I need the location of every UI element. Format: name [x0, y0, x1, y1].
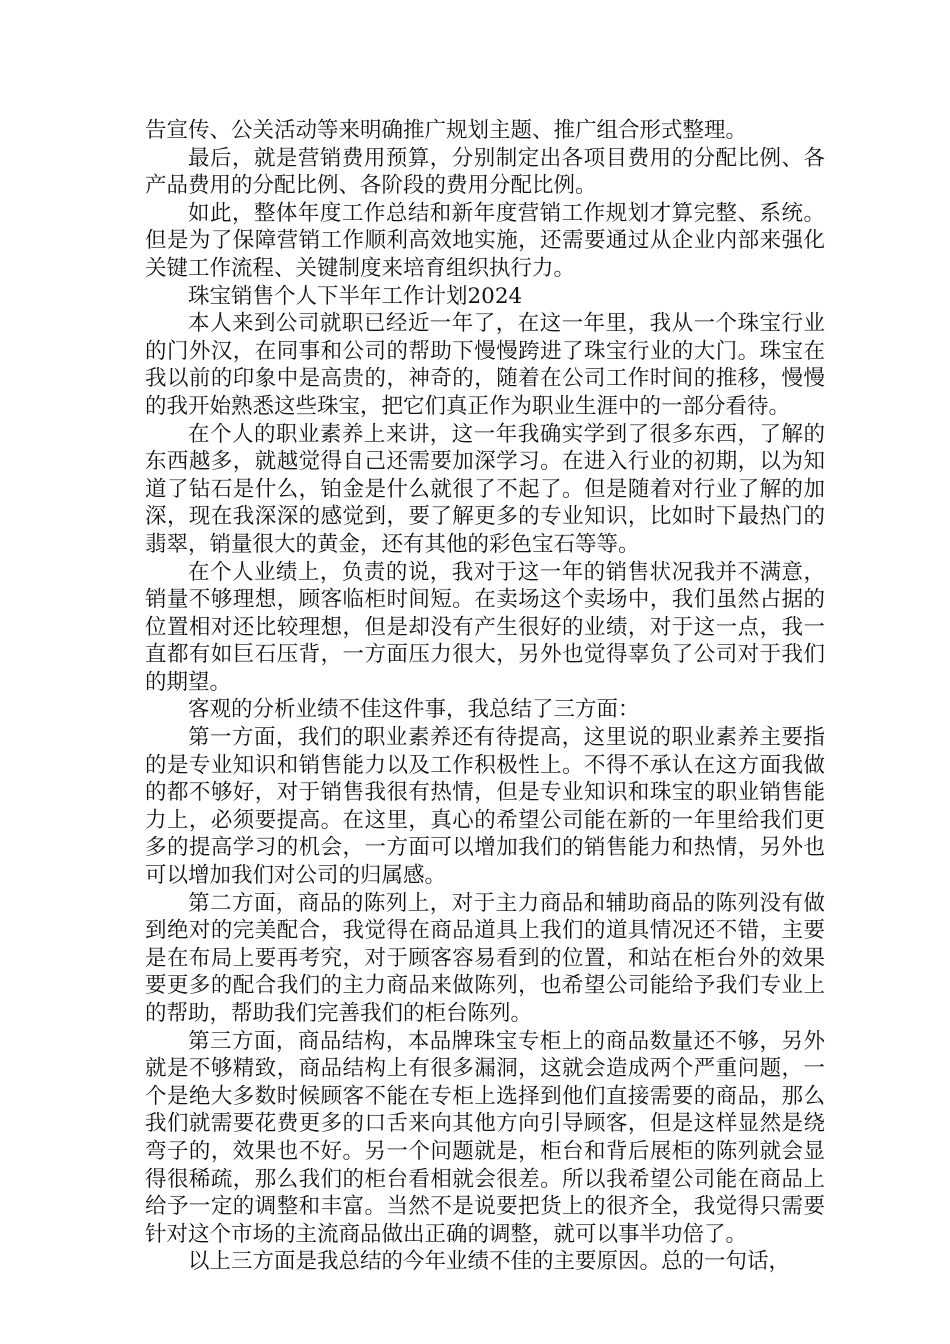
paragraph: 在个人的职业素养上来讲，这一年我确实学到了很多东西，了解的东西越多，就越觉得自己还需要加深学习。在进入行业的初期，以为知道了钻石是什么，铂金是什么就很了不起了。但是随着对行业了解的加深，现在我深深的感觉到，要了解更多的专业知识，比如时下最热门的翡翠，销量很大的黄金，还有其他的彩色宝石等等。: [145, 421, 825, 557]
paragraph: 第三方面，商品结构，本品牌珠宝专柜上的商品数量还不够，另外就是不够精致，商品结构上有很多漏洞，这就会造成两个严重问题，一个是绝大多数时候顾客不能在专柜上选择到他们直接需要的商品，那么我们就需要花费更多的口舌来向其他方向引导顾客，但是这样显然是绕弯子的，效果也不好。另一个问题就是，柜台和背后展柜的陈列就会显得很稀疏，那么我们的柜台看相就会很差。所以我希望公司能在商品上给予一定的调整和丰富。当然不是说要把货上的很齐全，我觉得只需要针对这个市场的主流商品做出正确的调整，就可以事半功倍了。: [145, 1028, 825, 1247]
paragraph: 以上三方面是我总结的今年业绩不佳的主要原因。总的一句话，: [188, 1249, 791, 1275]
paragraph: 第二方面，商品的陈列上，对于主力商品和辅助商品的陈列没有做到绝对的完美配合，我觉得在商品道具上我们的道具情况还不错，主要是在布局上要再考究，对于顾客容易看到的位置，和站在柜台外的效果要更多的配合我们的主力商品来做陈列，也希望公司能给予我们专业上的帮助，帮助我们完善我们的柜台陈列。: [145, 890, 825, 1026]
paragraph: 第一方面，我们的职业素养还有待提高，这里说的职业素养主要指的是专业知识和销售能力以及工作积极性上。不得不承认在这方面我做的都不够好，对于销售我很有热情，但是专业知识和珠宝的职业销售能力上，必须要提高。在这里，真心的希望公司能在新的一年里给我们更多的提高学习的机会，一方面可以增加我们的销售能力和热情，另外也可以增加我们对公司的归属感。: [145, 725, 825, 889]
document-body: [145, 117, 825, 1276]
section-heading: 珠宝销售个人下半年工作计划2024: [188, 283, 523, 309]
paragraph: 最后，就是营销费用预算，分别制定出各项目费用的分配比例、各产品费用的分配比例、各阶段的费用分配比例。: [145, 145, 825, 199]
paragraph: 如此，整体年度工作总结和新年度营销工作规划才算完整、系统。但是为了保障营销工作顺利高效地实施，还需要通过从企业内部来强化关键工作流程、关键制度来培育组织执行力。: [145, 200, 825, 281]
paragraph: 本人来到公司就职已经近一年了，在这一年里，我从一个珠宝行业的门外汉，在同事和公司的帮助下慢慢跨进了珠宝行业的大门。珠宝在我以前的印象中是高贵的，神奇的，随着在公司工作时间的推移，慢慢的我开始熟悉这些珠宝，把它们真正作为职业生涯中的一部分看待。: [145, 311, 825, 419]
paragraph: 告宣传、公关活动等来明确推广规划主题、推广组合形式整理。: [145, 118, 748, 143]
paragraph: 在个人业绩上，负责的说，我对于这一年的销售状况我并不满意，销量不够理想，顾客临柜时间短。在卖场这个卖场中，我们虽然占据的位置相对还比较理想，但是却没有产生很好的业绩，对于这一点，我一直都有如巨石压背，一方面压力很大，另外也觉得辜负了公司对于我们的期望。: [145, 559, 825, 695]
paragraph: 客观的分析业绩不佳这件事，我总结了三方面：: [188, 697, 640, 723]
